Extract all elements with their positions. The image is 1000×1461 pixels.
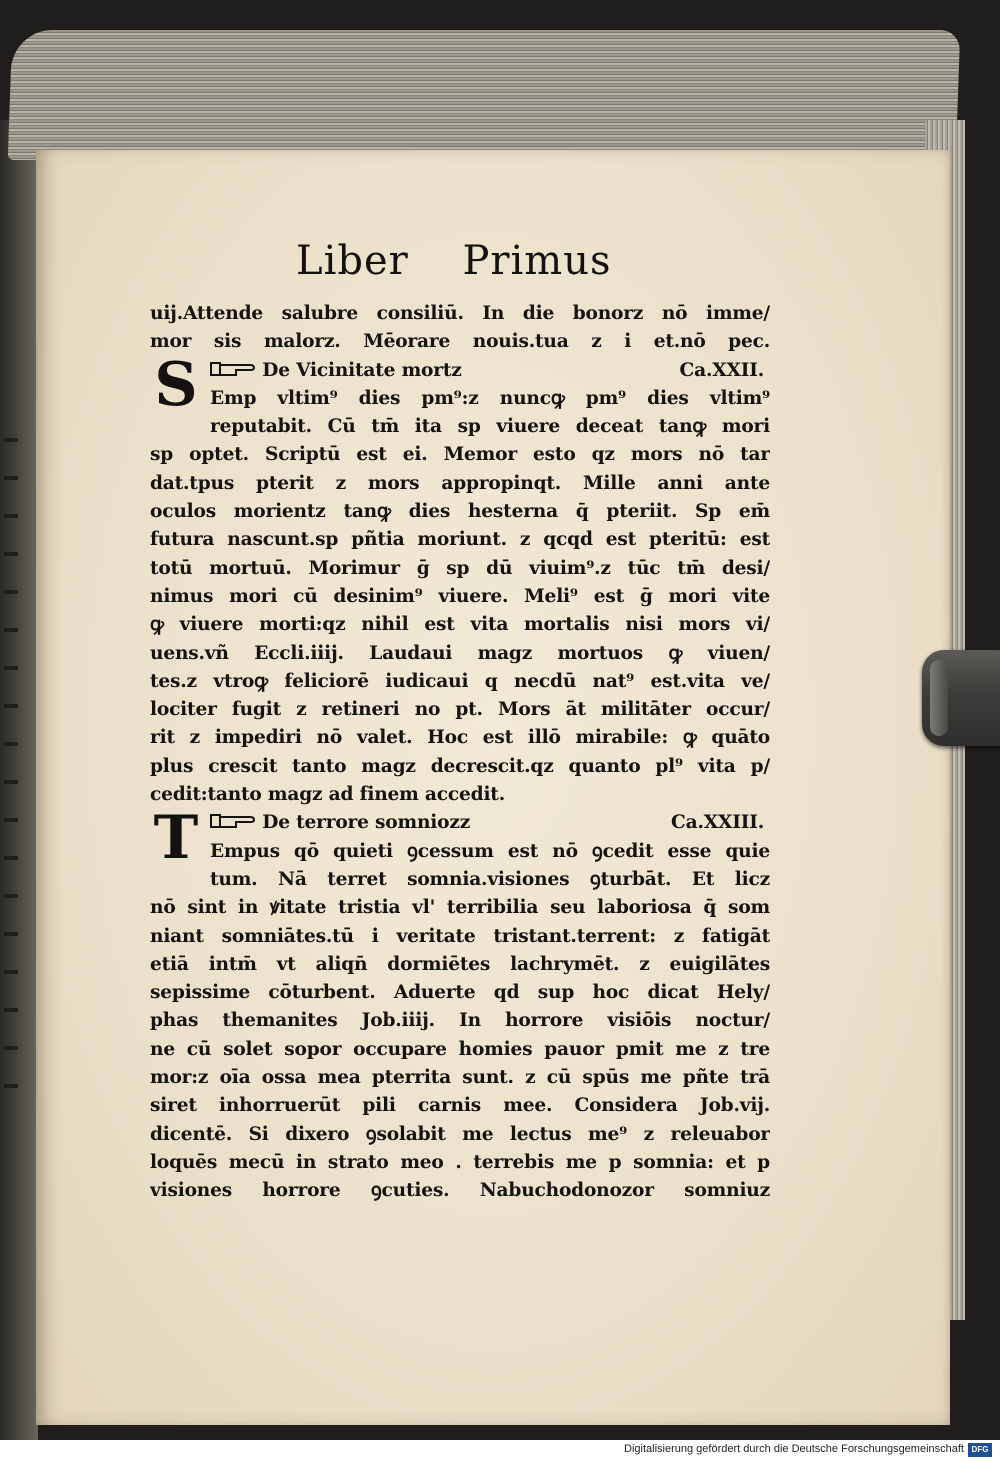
funding-credit: Digitalisierung gefördert durch die Deutsche Forschungsgemeinschaft — [624, 1443, 964, 1455]
chapter-heading-xxiii — [150, 809, 770, 837]
text-line: mor:z oīa ossa mea pterrita sunt. z cū spūs me pñte trā — [150, 1067, 770, 1089]
chapter-number: Ca.XXII. — [679, 359, 764, 381]
dfg-logo-icon: DFG — [968, 1443, 992, 1457]
text-line: futura nascunt.sp pñtia moriunt. z qcqd est pteritū: est — [150, 529, 770, 551]
text-line: niant somniātes.tū i veritate tristant.terrent: z fatigāt — [150, 925, 770, 947]
text-line: cedit:tanto magz ad finem accedit. — [150, 784, 505, 806]
text-line: totū mortuū. Morimur ḡ sp dū viuim⁹.z tūc tm̄ desi/ — [150, 557, 770, 579]
pointing-hand-icon — [210, 812, 256, 830]
chapter-heading-xxii — [150, 357, 770, 385]
text-line: tum. Nā terret somnia.visiones ꝯturbāt. Et licz — [210, 868, 770, 890]
text-line: ne cū solet sopor occupare homies pauor pmit me z tre — [150, 1038, 770, 1060]
text-line: nō sint in ꝟitate tristia vl' terribilia seu laboriosa q̄ som — [150, 897, 770, 919]
text-line: Emp vltim⁹ dies pm⁹:z nuncꝙ pm⁹ dies vltim⁹ — [210, 387, 770, 409]
text-line: Empus qō quieti ꝯcessum est nō ꝯcedit esse quie — [210, 840, 770, 862]
chapter-number: Ca.XXIII. — [671, 812, 764, 834]
text-line: oculos morientz tanꝙ dies hesterna q̄ pteriit. Sp em̄ — [150, 501, 770, 523]
left-page-text-remnant — [4, 420, 18, 1120]
text-line: mor sis malorz. Mēorare nouis.tua z i et.nō pec. — [150, 331, 770, 353]
text-line: uij.Attende salubre consiliū. In die bonorz nō imme/ — [150, 303, 770, 324]
text-line: uens.vñ Eccli.iiij. Laudaui magz mortuos ꝙ viuen/ — [150, 642, 770, 664]
page-block-top — [8, 30, 961, 160]
text-line: lociter fugit z retineri no pt. Mors āt militāter occur/ — [150, 699, 770, 721]
text-line: dat.tpus pterit z mors appropinqt. Mille anni ante — [150, 472, 770, 494]
chapter-title: De terrore somniozz — [262, 812, 471, 834]
text-block — [150, 300, 770, 1206]
text-line: loquēs mecū in strato meo . terrebis me p somnia: et p — [150, 1151, 770, 1173]
drop-cap-initial: S — [154, 350, 198, 420]
text-line: sepissime cōturbent. Aduerte qd sup hoc dicat Hely/ — [150, 982, 770, 1004]
text-line: rit z impediri nō valet. Hoc est illō mirabile: ꝙ quāto — [150, 727, 770, 749]
text-line: sp optet. Scriptū est ei. Memor esto qz mors nō tar — [150, 444, 770, 466]
footer-bar — [0, 1440, 1000, 1461]
text-line: reputabit. Cū tm̄ ita sp viuere deceat tanꝙ mori — [210, 416, 770, 438]
text-line: plus crescit tanto magz decrescit.qz quanto pl⁹ vita p/ — [150, 755, 770, 777]
chapter-title: De Vicinitate mortz — [262, 359, 462, 381]
left-page-edge — [0, 120, 38, 1440]
text-line: tes.z vtroꝙ feliciorē iudicaui q necdū nat⁹ est.vita ve/ — [150, 670, 770, 692]
text-line: dicentē. Si dixero ꝯsolabit me lectus me⁹ z releuabor — [150, 1123, 770, 1145]
running-head: Liber Primus — [296, 238, 612, 284]
text-line: ꝙ viuere morti:qz nihil est vita mortalis nisi mors vi/ — [150, 614, 770, 636]
text-line: etiā intm̄ vt aliqn̄ dormiētes lachrymēt. z euigilātes — [150, 953, 770, 975]
book-clasp — [922, 650, 1000, 746]
text-line: siret inhorruerūt pili carnis mee. Considera Job.vij. — [150, 1095, 770, 1117]
text-line: visiones horrore ꝯcuties. Nabuchodonozor somniuz — [150, 1180, 770, 1202]
drop-cap-initial: T — [153, 803, 199, 873]
text-line: phas themanites Job.iiij. In horrore visiōis noctur/ — [150, 1010, 770, 1032]
text-line: nimus mori cū desinim⁹ viuere. Meli⁹ est ḡ mori vite — [150, 585, 770, 607]
pointing-hand-icon — [210, 360, 256, 378]
